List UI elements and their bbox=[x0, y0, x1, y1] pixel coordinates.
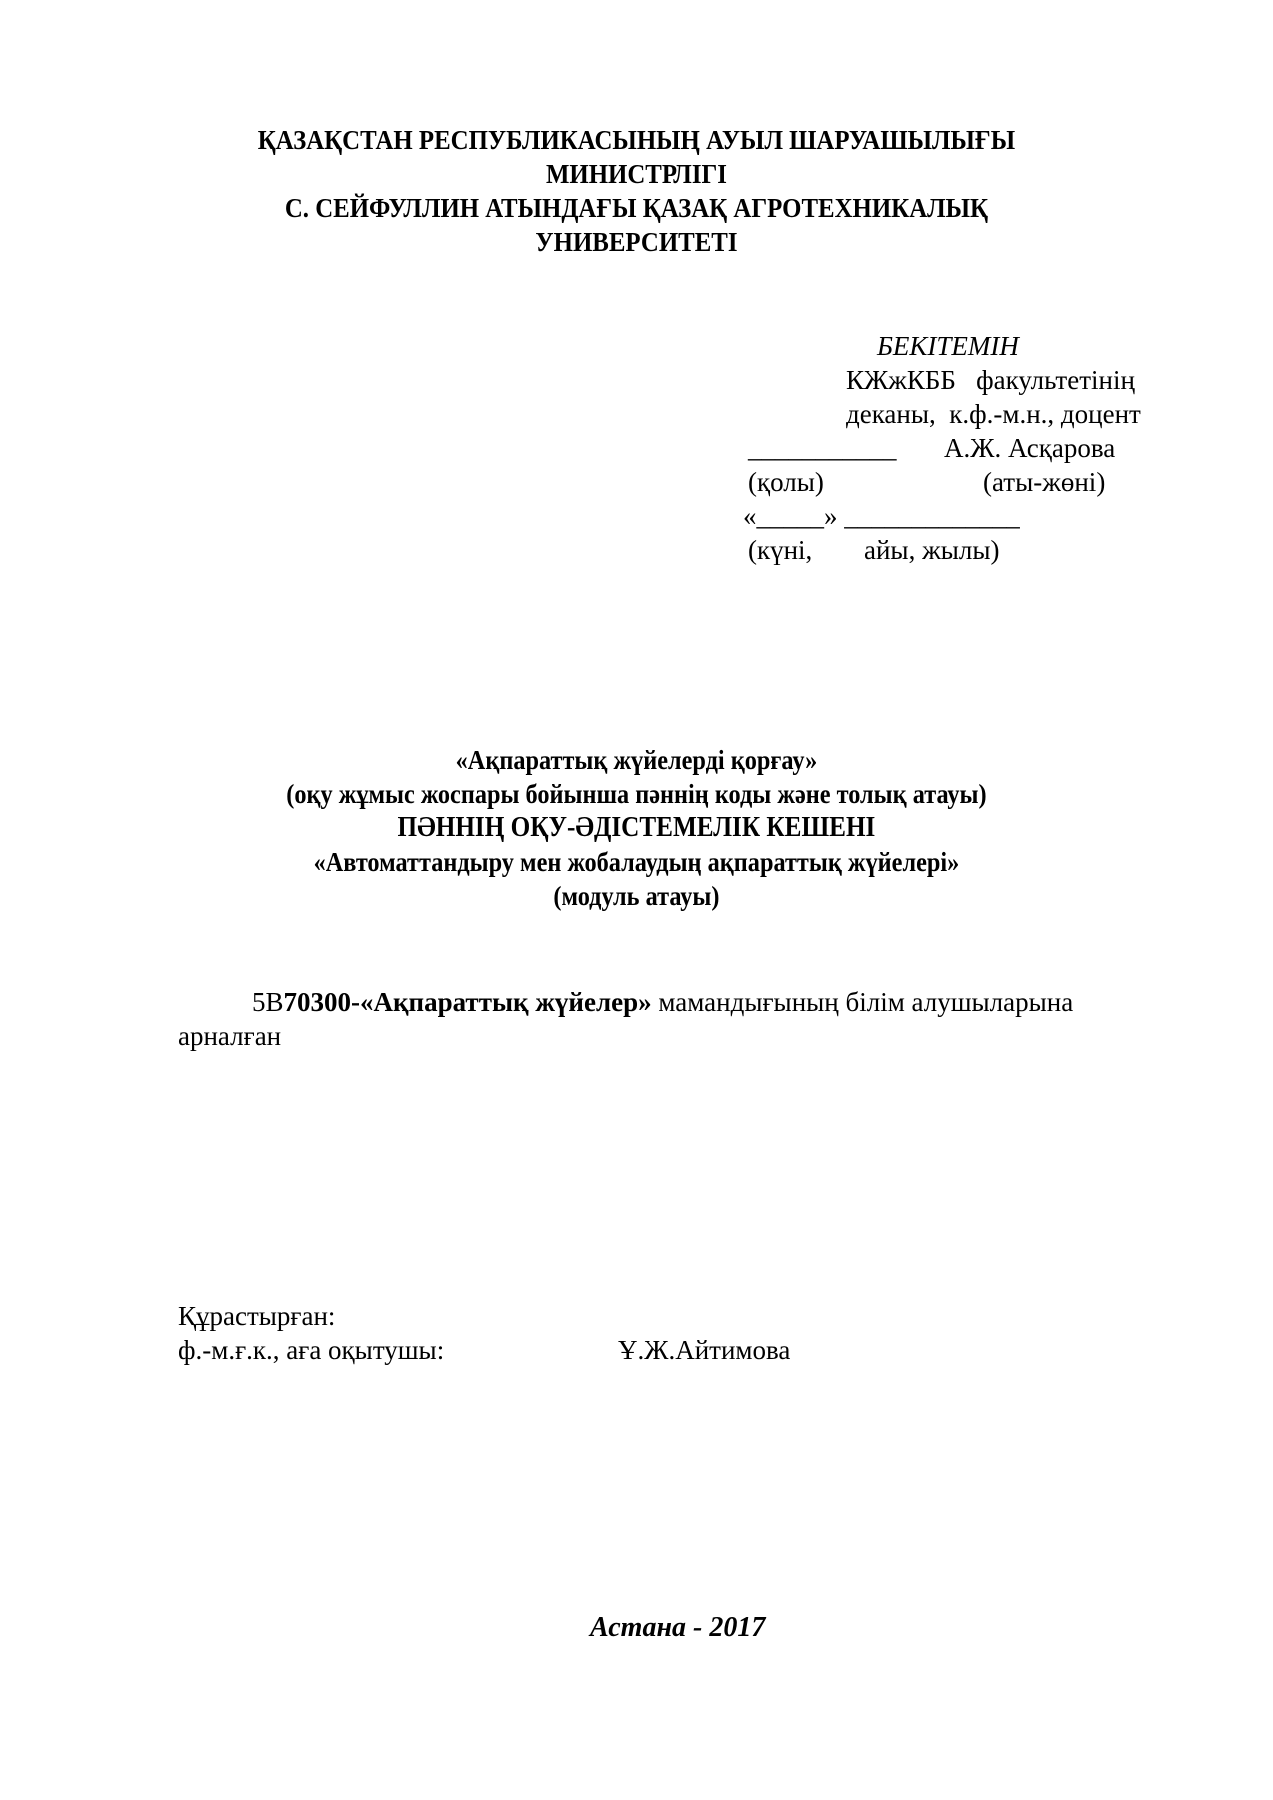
approval-title: БЕКІТЕМІН bbox=[877, 331, 1019, 361]
date-caption-day: (күні, bbox=[748, 535, 813, 565]
complex-title: ПӘННІҢ ОҚУ-ӘДІСТЕМЕЛІК КЕШЕНІ bbox=[397, 812, 876, 843]
approval-faculty: КЖжКББ факультетінің bbox=[846, 365, 1135, 395]
signature-caption: (қолы) bbox=[748, 467, 824, 497]
header-line-ministry: ҚАЗАҚСТАН РЕСПУБЛИКАСЫНЫҢ АУЫЛ ШАРУАШЫЛЫҒЫ bbox=[257, 125, 1016, 155]
specialty-line-1 bbox=[252, 986, 1073, 1018]
module-name: «Автоматтандыру мен жобалаудың ақпараттық жүйелері» bbox=[313, 847, 960, 877]
header-line-university: С. СЕЙФУЛЛИН АТЫНДАҒЫ ҚАЗАҚ АГРОТЕХНИКАЛЫҚ bbox=[284, 193, 989, 223]
city-year: Астана - 2017 bbox=[590, 1612, 766, 1643]
signature-blank: ___________ bbox=[748, 433, 897, 463]
author-label: Құрастырған: bbox=[178, 1301, 336, 1331]
name-caption: (аты-жөні) bbox=[983, 467, 1106, 497]
author-name: Ұ.Ж.Айтимова bbox=[618, 1335, 791, 1365]
author-position: ф.-м.ғ.к., аға оқытушы: bbox=[178, 1335, 445, 1365]
module-caption: (модуль атауы) bbox=[553, 881, 720, 911]
approver-name: А.Ж. Асқарова bbox=[944, 433, 1116, 463]
header-line-ministry-cont: МИНИСТРЛІГІ bbox=[545, 159, 727, 189]
approval-position: деканы, к.ф.-м.н., доцент bbox=[846, 399, 1141, 429]
discipline-name: «Ақпараттық жүйелерді қорғау» bbox=[455, 745, 818, 775]
specialty-code-prefix: 5В bbox=[252, 987, 284, 1017]
specialty-line-2: арналған bbox=[178, 1021, 282, 1051]
date-blank: «_____» _____________ bbox=[743, 501, 1020, 531]
header-line-university-cont: УНИВЕРСИТЕТІ bbox=[535, 227, 738, 257]
specialty-rest: мамандығының білім алушыларына bbox=[651, 987, 1074, 1017]
date-caption-month-year: айы, жылы) bbox=[864, 535, 1000, 565]
discipline-caption: (оқу жұмыс жоспары бойынша пәннің коды және толық атауы) bbox=[286, 779, 987, 809]
specialty-code-name: 70300-«Ақпараттық жүйелер» bbox=[283, 987, 652, 1017]
